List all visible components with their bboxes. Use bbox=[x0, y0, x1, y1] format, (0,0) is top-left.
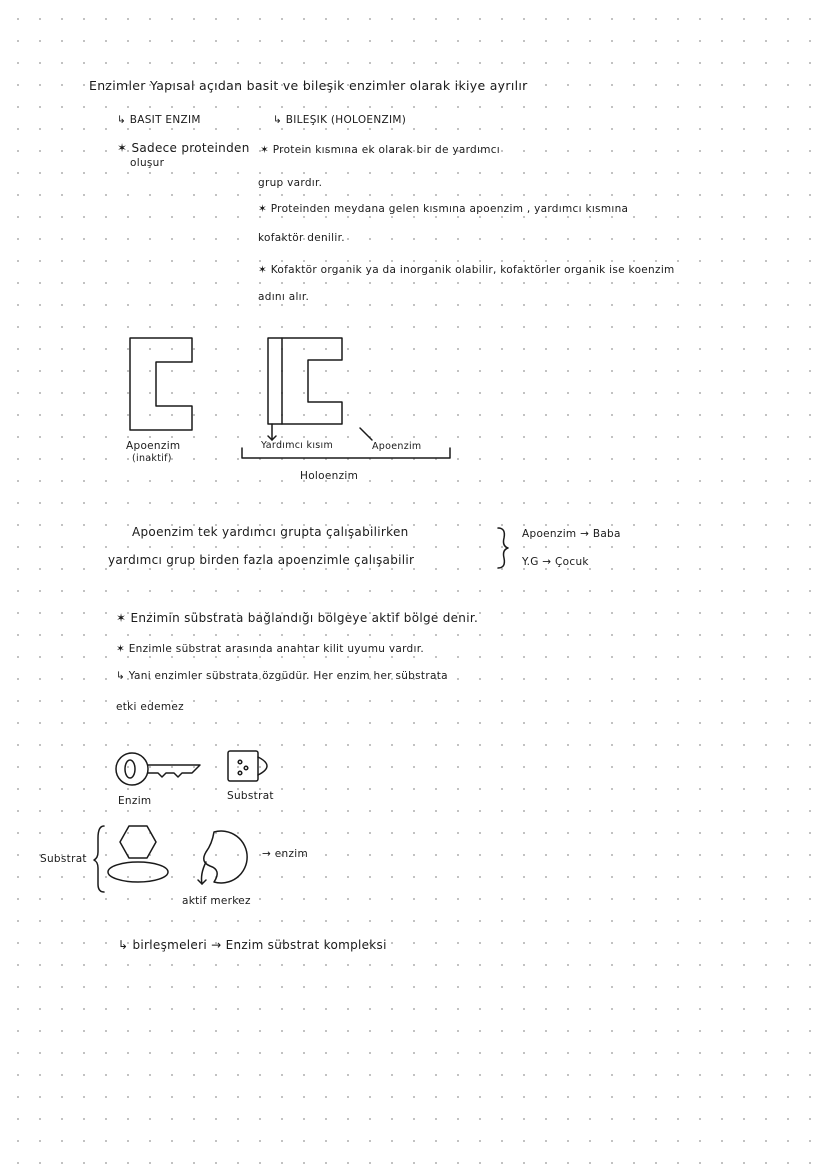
active-site-line-1: ✶ Enzimin sübstrata bağlandığı bölgeye aktif bölge denir. bbox=[116, 611, 479, 625]
active-site-line-4: etki edemez bbox=[116, 701, 184, 713]
complex-conclusion: ↳ birleşmeleri → Enzim sübstrat kompleksi bbox=[118, 938, 387, 952]
holo-apoenzyme-label: Apoenzim bbox=[372, 441, 422, 452]
compound-note-2-cont: kofaktör denilir. bbox=[258, 232, 345, 244]
apoenzyme-shape bbox=[130, 338, 192, 430]
lock-substrate-label: Substrat bbox=[227, 790, 274, 802]
enzyme-key-shaft bbox=[148, 765, 200, 777]
compound-enzyme-heading: ↳ BILEŞIK (HOLOENZIM) bbox=[273, 114, 407, 126]
helper-group-shape bbox=[268, 338, 282, 424]
simple-enzyme-note-cont: oluşur bbox=[130, 157, 165, 169]
active-site-line-3: ↳ Yani enzimler sübstrata özgüdür. Her enzim her sübstrata bbox=[116, 670, 448, 682]
compound-note-1: ✶ Protein kısmına ek olarak bir de yardımcı bbox=[260, 144, 501, 156]
compound-note-3-cont: adını alır. bbox=[258, 291, 310, 303]
relation-line-2: yardımcı grup birden fazla apoenzimle çalışabilir bbox=[108, 553, 415, 567]
helper-part-label: Yardımcı kısım bbox=[261, 440, 334, 451]
compound-note-3: ✶ Kofaktör organik ya da inorganik olabilir, kofaktörler organik ise koenzim bbox=[258, 264, 675, 276]
relation-brace bbox=[494, 524, 514, 572]
substrate-lock bbox=[228, 751, 258, 781]
holoenzyme-apo-shape bbox=[282, 338, 342, 424]
substrate-hexagon bbox=[120, 826, 156, 858]
simple-enzyme-heading: ↳ BASIT ENZIM bbox=[117, 114, 201, 126]
key-lock-diagram bbox=[110, 745, 310, 795]
apoenzyme-parent-note: Apoenzim → Baba bbox=[522, 528, 621, 540]
active-center-label: aktif merkez bbox=[182, 895, 251, 907]
relation-line-1: Apoenzim tek yardımcı grupta çalışabilirken bbox=[132, 525, 409, 539]
substrate-side-label: Substrat bbox=[40, 853, 87, 865]
apoenzyme-label: Apoenzim bbox=[126, 440, 181, 452]
enzyme-body bbox=[204, 831, 247, 883]
compound-note-2: ✶ Proteinden meydana gelen kısmına apoenzim , yardımcı kısmına bbox=[258, 203, 629, 215]
active-site-line-2: ✶ Enzimle sübstrat arasında anahtar kilit uyumu vardır. bbox=[116, 643, 425, 655]
simple-enzyme-note: ✶ Sadece proteinden bbox=[117, 141, 250, 155]
compound-note-1-cont: grup vardır. bbox=[258, 177, 323, 189]
substrate-brace bbox=[94, 826, 104, 892]
enzyme-key-head bbox=[116, 753, 148, 785]
intro-text: Enzimler Yapısal açıdan basit ve bileşik enzimler olarak ikiye ayrılır bbox=[89, 78, 528, 93]
substrate-base bbox=[108, 862, 168, 882]
apoenzyme-inactive-label: (inaktif) bbox=[132, 453, 172, 464]
key-enzyme-label: Enzim bbox=[118, 795, 152, 807]
helper-child-note: Y.G → Çocuk bbox=[522, 556, 589, 568]
enzyme-arrow-label: → enzim bbox=[262, 848, 309, 860]
holoenzyme-label: Holoenzim bbox=[300, 470, 359, 482]
